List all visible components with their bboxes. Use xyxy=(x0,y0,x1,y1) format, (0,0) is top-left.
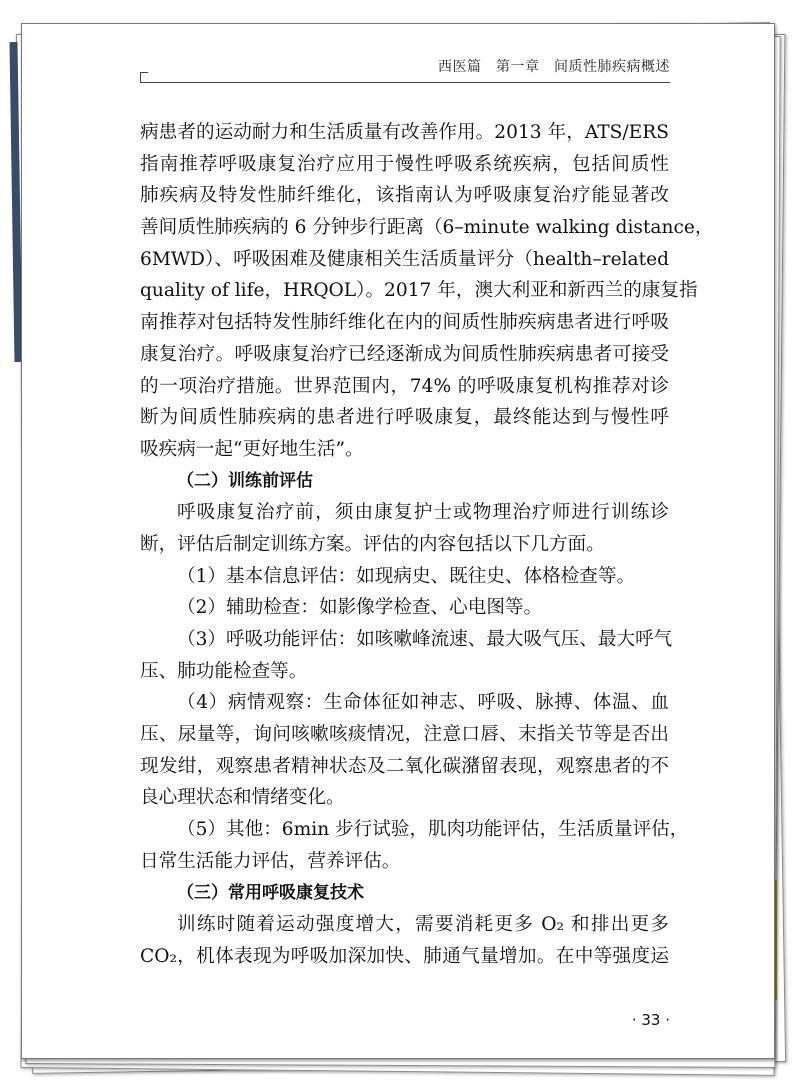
text-line: （4）病情观察：生命体征如神志、呼吸、脉搏、体温、血 xyxy=(177,692,669,714)
text-line: 康复治疗。呼吸康复治疗已经逐渐成为间质性肺疾病患者可接受 xyxy=(140,343,669,365)
text-line: quality of life，HRQOL）。2017 年，澳大利亚和新西兰的康复指 xyxy=(140,280,698,302)
book-page xyxy=(21,23,775,1059)
header-corner-mark xyxy=(140,72,148,82)
text-line: 病患者的运动耐力和生活质量有改善作用。2013 年，ATS/ERS xyxy=(140,122,669,143)
text-line: 良心理状态和情绪变化。 xyxy=(140,787,345,809)
text-line: 呼吸康复治疗前，须由康复护士或物理治疗师进行训练诊 xyxy=(177,502,669,524)
running-header xyxy=(140,48,670,83)
page-number: · 33 · xyxy=(631,1011,670,1029)
text-line: （2）辅助检查：如影像学检查、心电图等。 xyxy=(177,597,543,619)
section-heading: （三）常用呼吸康复技术 xyxy=(177,882,364,903)
text-line: 的一项治疗措施。世界范围内，74% 的呼吸康复机构推荐对诊 xyxy=(140,375,669,397)
text-line: 压、尿量等，询问咳嗽咳痰情况，注意口唇、末指关节等是否出 xyxy=(140,724,669,746)
text-line: （5）其他：6min 步行试验，肌肉功能评估，生活质量评估， xyxy=(177,819,689,841)
text-line: （1）基本信息评估：如现病史、既往史、体格检查等。 xyxy=(177,565,636,587)
section-heading: （二）训练前评估 xyxy=(177,470,313,491)
text-line: 善间质性肺疾病的 6 分钟步行距离（6–minute walking distance， xyxy=(140,217,714,239)
running-title: 西医篇 第一章 间质性肺疾病概述 xyxy=(438,59,670,75)
text-line: 压、肺功能检查等。 xyxy=(140,660,308,682)
text-line: 断，评估后制定训练方案。评估的内容包括以下几方面。 xyxy=(140,533,605,555)
text-line: 现发绀，观察患者精神状态及二氧化碳潴留表现，观察患者的不 xyxy=(140,755,669,777)
text-line: CO₂，机体表现为呼吸加深加快、肺通气量增加。在中等强度运 xyxy=(140,945,669,967)
text-line: 南推荐对包括特发性肺纤维化在内的间质性肺疾病患者进行呼吸 xyxy=(140,312,669,334)
text-line: 断为间质性肺疾病的患者进行呼吸康复，最终能达到与慢性呼 xyxy=(140,407,669,429)
text-line: 指南推荐呼吸康复治疗应用于慢性呼吸系统疾病，包括间质性 xyxy=(140,153,669,175)
text-line: 6MWD）、呼吸困难及健康相关生活质量评分（health–related xyxy=(140,248,669,270)
text-line: 肺疾病及特发性肺纤维化，该指南认为呼吸康复治疗能显著改 xyxy=(140,185,669,207)
text-line: 训练时随着运动强度增大，需要消耗更多 O₂ 和排出更多 xyxy=(177,914,669,936)
body-text xyxy=(140,117,714,973)
text-line: 日常生活能力评估，营养评估。 xyxy=(140,850,401,872)
text-line: （3）呼吸功能评估：如咳嗽峰流速、最大吸气压、最大呼气 xyxy=(177,629,673,650)
text-line: 吸疾病一起“更好地生活”。 xyxy=(140,438,364,460)
